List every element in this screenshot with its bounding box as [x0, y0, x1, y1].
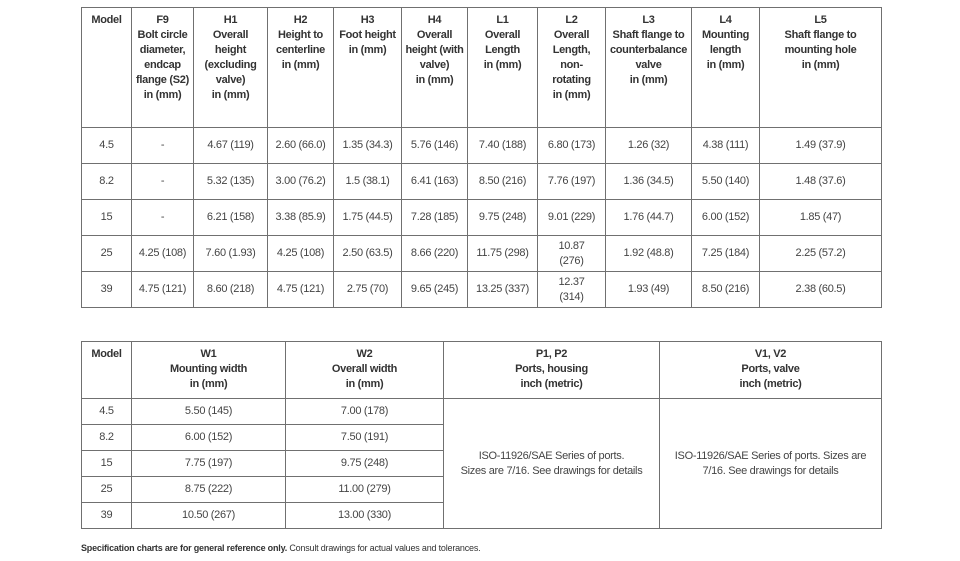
footnote — [81, 543, 480, 553]
cell-f9: 4.75 (121) — [132, 272, 194, 308]
cell-h2: 2.60 (66.0) — [268, 128, 334, 164]
cell-w2: 7.50 (191) — [286, 425, 444, 451]
cell-w2: 9.75 (248) — [286, 451, 444, 477]
header-model: Model — [82, 342, 132, 399]
cell-h2: 3.38 (85.9) — [268, 200, 334, 236]
cell-l1: 9.75 (248) — [468, 200, 538, 236]
cell-f9: - — [132, 200, 194, 236]
cell-l4: 6.00 (152) — [692, 200, 760, 236]
cell-w1: 6.00 (152) — [132, 425, 286, 451]
cell-model: 8.2 — [82, 425, 132, 451]
cell-w2: 7.00 (178) — [286, 399, 444, 425]
header-l5: L5 Shaft flange to mounting hole in (mm) — [760, 8, 882, 128]
header-f9: F9 Bolt circle diameter, endcap flange (S2) in (mm) — [132, 8, 194, 128]
cell-model: 15 — [82, 200, 132, 236]
cell-l4: 7.25 (184) — [692, 236, 760, 272]
cell-model: 25 — [82, 236, 132, 272]
cell-l5: 2.25 (57.2) — [760, 236, 882, 272]
cell-model: 39 — [82, 272, 132, 308]
cell-l1: 13.25 (337) — [468, 272, 538, 308]
cell-w2: 13.00 (330) — [286, 503, 444, 529]
cell-h4: 6.41 (163) — [402, 164, 468, 200]
housing-ports-note: ISO-11926/SAE Series of ports. Sizes are 7/16. See drawings for details — [444, 399, 660, 529]
header-w2: W2 Overall width in (mm) — [286, 342, 444, 399]
header-h3: H3 Foot height in (mm) — [334, 8, 402, 128]
cell-h1: 7.60 (1.93) — [194, 236, 268, 272]
cell-l2: 12.37 (314) — [538, 272, 606, 308]
cell-l2: 7.76 (197) — [538, 164, 606, 200]
cell-l3: 1.93 (49) — [606, 272, 692, 308]
cell-model: 15 — [82, 451, 132, 477]
cell-w1: 10.50 (267) — [132, 503, 286, 529]
header-h2: H2 Height to centerline in (mm) — [268, 8, 334, 128]
footnote-text: Consult drawings for actual values and tolerances. — [287, 543, 481, 553]
cell-h4: 9.65 (245) — [402, 272, 468, 308]
table-row — [82, 128, 882, 164]
cell-h4: 7.28 (185) — [402, 200, 468, 236]
table-row — [82, 236, 882, 272]
header-p1-p2: P1, P2 Ports, housing inch (metric) — [444, 342, 660, 399]
valve-ports-note: ISO-11926/SAE Series of ports. Sizes are 7/16. See drawings for details — [660, 399, 882, 529]
cell-h3: 1.35 (34.3) — [334, 128, 402, 164]
cell-l1: 11.75 (298) — [468, 236, 538, 272]
cell-l3: 1.36 (34.5) — [606, 164, 692, 200]
header-h1: H1 Overall height (excluding valve) in (mm) — [194, 8, 268, 128]
table-row — [82, 164, 882, 200]
cell-l4: 8.50 (216) — [692, 272, 760, 308]
header-h4: H4 Overall height (with valve) in (mm) — [402, 8, 468, 128]
header-l1: L1 Overall Length in (mm) — [468, 8, 538, 128]
header-w1: W1 Mounting width in (mm) — [132, 342, 286, 399]
cell-l2: 9.01 (229) — [538, 200, 606, 236]
cell-l3: 1.92 (48.8) — [606, 236, 692, 272]
cell-h3: 1.75 (44.5) — [334, 200, 402, 236]
cell-w1: 7.75 (197) — [132, 451, 286, 477]
cell-l4: 5.50 (140) — [692, 164, 760, 200]
cell-h1: 5.32 (135) — [194, 164, 268, 200]
cell-w1: 5.50 (145) — [132, 399, 286, 425]
cell-l5: 2.38 (60.5) — [760, 272, 882, 308]
cell-l2: 6.80 (173) — [538, 128, 606, 164]
cell-h3: 2.50 (63.5) — [334, 236, 402, 272]
cell-h1: 4.67 (119) — [194, 128, 268, 164]
cell-l1: 8.50 (216) — [468, 164, 538, 200]
cell-l3: 1.26 (32) — [606, 128, 692, 164]
cell-l3: 1.76 (44.7) — [606, 200, 692, 236]
cell-h3: 2.75 (70) — [334, 272, 402, 308]
cell-h3: 1.5 (38.1) — [334, 164, 402, 200]
cell-f9: - — [132, 128, 194, 164]
cell-l5: 1.48 (37.6) — [760, 164, 882, 200]
cell-model: 8.2 — [82, 164, 132, 200]
footnote-bold: Specification charts are for general reference only. — [81, 543, 288, 553]
header-v1-v2: V1, V2 Ports, valve inch (metric) — [660, 342, 882, 399]
cell-h1: 8.60 (218) — [194, 272, 268, 308]
cell-h2: 4.25 (108) — [268, 236, 334, 272]
cell-f9: 4.25 (108) — [132, 236, 194, 272]
cell-model: 39 — [82, 503, 132, 529]
cell-l5: 1.49 (37.9) — [760, 128, 882, 164]
header-model: Model — [82, 8, 132, 128]
header-l2: L2 Overall Length, non- rotating in (mm) — [538, 8, 606, 128]
cell-h4: 5.76 (146) — [402, 128, 468, 164]
cell-h1: 6.21 (158) — [194, 200, 268, 236]
cell-model: 25 — [82, 477, 132, 503]
table-row — [82, 399, 882, 425]
ports-table — [81, 341, 882, 529]
header-l3: L3 Shaft flange to counterbalance valve in (mm) — [606, 8, 692, 128]
cell-f9: - — [132, 164, 194, 200]
dimensions-header-row — [82, 8, 882, 128]
table-row — [82, 272, 882, 308]
table-row — [82, 200, 882, 236]
header-l4: L4 Mounting length in (mm) — [692, 8, 760, 128]
cell-l5: 1.85 (47) — [760, 200, 882, 236]
ports-header-row — [82, 342, 882, 399]
cell-h4: 8.66 (220) — [402, 236, 468, 272]
cell-w1: 8.75 (222) — [132, 477, 286, 503]
cell-h2: 3.00 (76.2) — [268, 164, 334, 200]
cell-h2: 4.75 (121) — [268, 272, 334, 308]
cell-w2: 11.00 (279) — [286, 477, 444, 503]
cell-l1: 7.40 (188) — [468, 128, 538, 164]
cell-l2: 10.87 (276) — [538, 236, 606, 272]
dimensions-table — [81, 7, 882, 308]
cell-model: 4.5 — [82, 128, 132, 164]
cell-l4: 4.38 (111) — [692, 128, 760, 164]
cell-model: 4.5 — [82, 399, 132, 425]
